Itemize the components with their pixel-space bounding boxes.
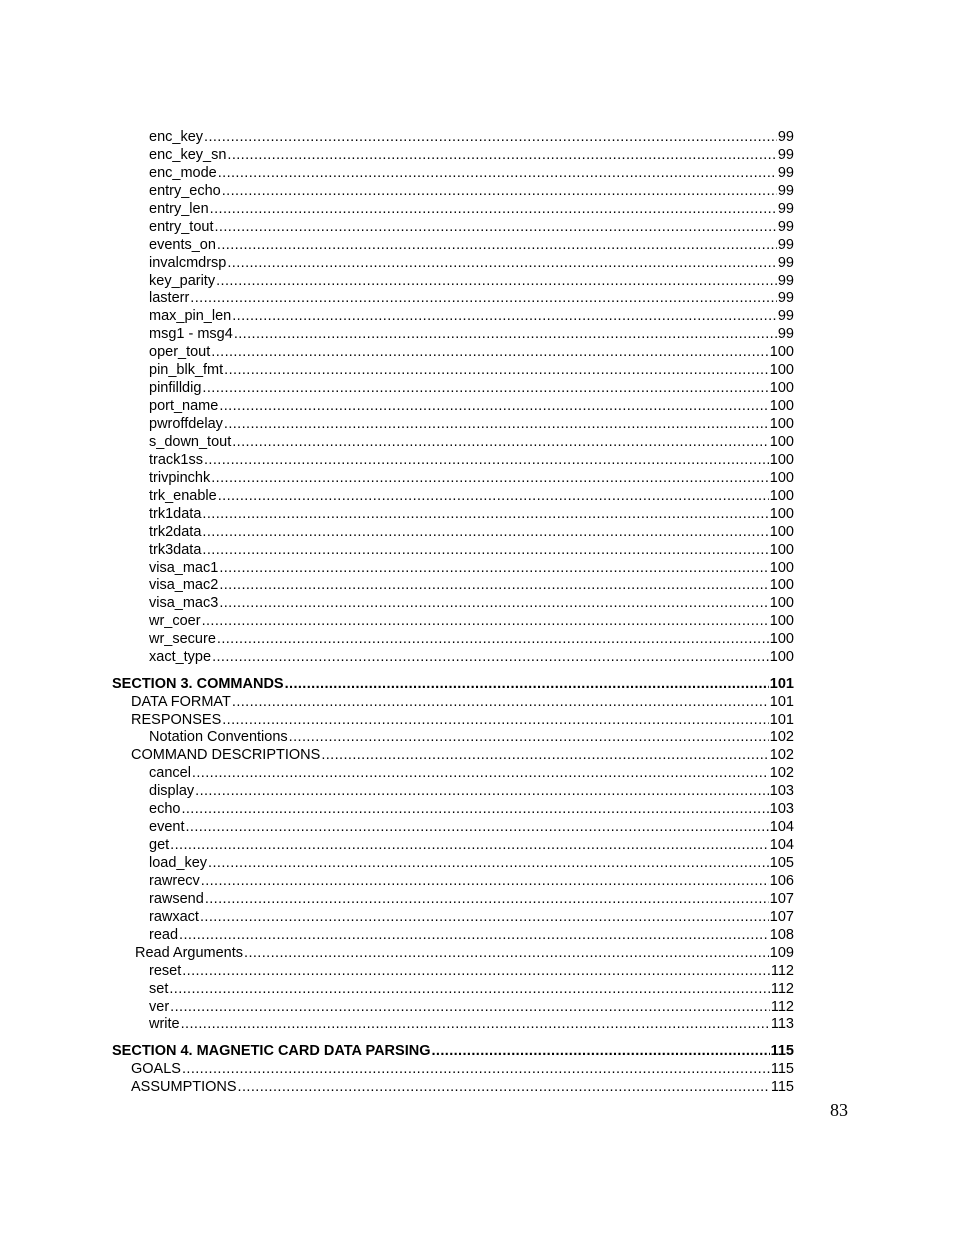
dot-leader: [232, 308, 777, 326]
toc-entry-label: enc_key_sn: [149, 146, 227, 163]
toc-entry-label: wr_coer: [149, 613, 201, 630]
toc-entry-page: 100: [769, 380, 794, 397]
toc-entry-page: 101: [769, 711, 794, 728]
toc-entry-label: rawxact: [149, 908, 199, 925]
toc-entry-label: max_pin_len: [149, 308, 232, 325]
toc-entry-page: 107: [769, 908, 794, 925]
dot-leader: [179, 927, 769, 945]
toc-entry-label: rawsend: [149, 890, 204, 907]
dot-leader: [232, 694, 769, 712]
dot-leader: [195, 783, 769, 801]
toc-entry-label: visa_mac1: [149, 559, 219, 576]
dot-leader: [227, 255, 777, 273]
toc-entry-label: SECTION 4. MAGNETIC CARD DATA PARSING: [112, 1042, 431, 1059]
toc-entry-label: pwroffdelay: [149, 416, 223, 432]
toc-entry[interactable]: [112, 326, 794, 344]
toc-entry-page: 100: [769, 416, 794, 432]
dot-leader: [219, 595, 768, 613]
toc-entry-label: echo: [149, 801, 181, 818]
dot-leader: [182, 1061, 770, 1079]
toc-entry[interactable]: [112, 613, 794, 631]
dot-leader: [202, 542, 768, 560]
dot-leader: [202, 380, 768, 398]
toc-entry-page: 100: [769, 505, 794, 522]
toc-entry-page: 99: [777, 308, 794, 325]
toc-entry-page: 99: [777, 146, 794, 163]
toc-entry-label: ASSUMPTIONS: [131, 1078, 237, 1095]
toc-entry-label: COMMAND DESCRIPTIONS: [131, 747, 321, 764]
toc-entry-label: DATA FORMAT: [131, 693, 231, 710]
toc-entry[interactable]: [112, 362, 794, 380]
dot-leader: [224, 416, 769, 434]
dot-leader: [170, 999, 770, 1017]
toc-entry-label: port_name: [149, 398, 219, 415]
toc-entry-label: lasterr: [149, 290, 190, 307]
toc-entry-page: 100: [769, 451, 794, 468]
toc-entry-page: 115: [770, 1042, 794, 1059]
toc-section-heading[interactable]: [112, 676, 794, 694]
dot-leader: [224, 362, 769, 380]
toc-entry[interactable]: [112, 219, 794, 237]
dot-leader: [219, 577, 768, 595]
dot-leader: [182, 963, 770, 981]
toc-entry-label: visa_mac2: [149, 577, 219, 594]
toc-entry-page: 100: [769, 649, 794, 666]
toc-entry-label: load_key: [149, 855, 208, 871]
toc-entry[interactable]: [112, 165, 794, 183]
toc-entry[interactable]: [112, 747, 794, 765]
toc-entry[interactable]: [112, 1079, 794, 1097]
toc-entry-label: event: [149, 819, 185, 836]
dot-leader: [210, 201, 777, 219]
toc-entry[interactable]: [112, 434, 794, 452]
toc-entry[interactable]: [112, 783, 794, 801]
toc-entry[interactable]: [112, 344, 794, 362]
toc-entry-page: 99: [777, 290, 794, 307]
dot-leader: [217, 237, 777, 255]
page-number: 83: [830, 1100, 848, 1120]
toc-entry[interactable]: [112, 488, 794, 506]
toc-entry-label: trk1data: [149, 505, 202, 522]
toc-entry[interactable]: [112, 273, 794, 291]
dot-leader: [181, 1016, 770, 1034]
toc-entry[interactable]: [112, 147, 794, 165]
toc-entry-label: wr_secure: [149, 631, 216, 648]
toc-entry-page: 99: [777, 218, 794, 235]
toc-entry-label: entry_tout: [149, 218, 214, 235]
dot-leader: [219, 560, 768, 578]
toc-entry-page: 99: [777, 182, 794, 199]
toc-entry-label: cancel: [149, 765, 191, 782]
toc-entry-label: Read Arguments: [135, 944, 244, 961]
toc-entry[interactable]: [112, 542, 794, 560]
dot-leader: [190, 290, 777, 308]
toc-entry[interactable]: [112, 927, 794, 945]
dot-leader: [222, 712, 769, 730]
table-of-contents: [112, 129, 794, 1097]
toc-entry[interactable]: [112, 255, 794, 273]
toc-entry-page: 102: [769, 765, 794, 782]
toc-entry[interactable]: [112, 649, 794, 667]
dot-leader: [321, 747, 768, 765]
dot-leader: [218, 165, 777, 183]
toc-entry-page: 100: [769, 577, 794, 594]
dot-leader: [202, 506, 768, 524]
dot-leader: [219, 398, 768, 416]
toc-entry-page: 100: [769, 487, 794, 504]
toc-entry-label: trk2data: [149, 523, 202, 540]
toc-entry-label: trk3data: [149, 541, 202, 558]
dot-leader: [217, 631, 769, 649]
dot-leader: [289, 729, 769, 747]
dot-leader: [285, 676, 769, 694]
toc-entry-page: 112: [770, 998, 794, 1015]
toc-entry-label: xact_type: [149, 649, 212, 666]
toc-entry-page: 113: [770, 1016, 794, 1033]
dot-leader: [185, 819, 768, 837]
toc-entry-page: 100: [769, 469, 794, 486]
toc-entry-page: 107: [769, 890, 794, 907]
toc-entry-label: SECTION 3. COMMANDS: [112, 675, 284, 692]
toc-entry-page: 105: [769, 855, 794, 871]
toc-entry-label: RESPONSES: [131, 711, 222, 728]
toc-entry[interactable]: [112, 855, 794, 873]
toc-entry[interactable]: [112, 909, 794, 927]
toc-entry[interactable]: [112, 1016, 794, 1034]
toc-entry[interactable]: [112, 524, 794, 542]
toc-entry[interactable]: [112, 819, 794, 837]
toc-entry[interactable]: [112, 631, 794, 649]
dot-leader: [222, 183, 777, 201]
toc-entry[interactable]: [112, 416, 794, 434]
toc-entry[interactable]: [112, 398, 794, 416]
toc-entry-label: get: [149, 837, 170, 854]
toc-entry[interactable]: [112, 999, 794, 1017]
toc-entry[interactable]: [112, 577, 794, 595]
toc-entry[interactable]: [112, 765, 794, 783]
toc-entry[interactable]: [112, 452, 794, 470]
dot-leader: [431, 1043, 769, 1061]
toc-entry-page: 99: [777, 236, 794, 253]
toc-entry-label: key_parity: [149, 272, 216, 289]
dot-leader: [204, 129, 777, 147]
dot-leader: [204, 452, 769, 470]
toc-entry[interactable]: [112, 129, 794, 147]
toc-entry-label: oper_tout: [149, 344, 211, 361]
dot-leader: [215, 219, 777, 237]
dot-leader: [218, 488, 769, 506]
toc-entry[interactable]: [112, 470, 794, 488]
toc-entry-label: set: [149, 980, 169, 997]
toc-entry-page: 99: [777, 200, 794, 217]
toc-entry[interactable]: [112, 595, 794, 613]
toc-entry[interactable]: [112, 237, 794, 255]
toc-entry-page: 99: [777, 254, 794, 271]
toc-entry[interactable]: [112, 183, 794, 201]
toc-entry-page: 100: [769, 541, 794, 558]
toc-entry-label: track1ss: [149, 451, 203, 468]
toc-entry-page: 100: [769, 559, 794, 576]
toc-entry-label: rawrecv: [149, 872, 200, 889]
dot-leader: [234, 326, 777, 344]
toc-entry-page: 112: [770, 962, 794, 979]
dot-leader: [181, 801, 768, 819]
toc-entry-page: 115: [770, 1078, 794, 1095]
toc-entry-page: 112: [770, 980, 794, 997]
toc-entry-label: entry_echo: [149, 182, 221, 199]
dot-leader: [227, 147, 776, 165]
toc-entry-label: read: [149, 926, 179, 943]
dot-leader: [211, 470, 769, 488]
toc-entry-page: 104: [769, 837, 794, 854]
toc-entry-page: 99: [777, 326, 794, 343]
dot-leader: [170, 837, 769, 855]
toc-entry-label: display: [149, 783, 195, 800]
toc-entry-label: trk_enable: [149, 487, 217, 504]
toc-entry-page: 115: [770, 1060, 794, 1077]
toc-entry[interactable]: [112, 694, 794, 712]
toc-entry-page: 100: [769, 344, 794, 361]
toc-entry[interactable]: [112, 712, 794, 730]
toc-entry-page: 103: [769, 783, 794, 800]
toc-entry[interactable]: [112, 560, 794, 578]
dot-leader: [205, 891, 769, 909]
dot-leader: [169, 981, 770, 999]
toc-entry[interactable]: [112, 201, 794, 219]
dot-leader: [202, 524, 768, 542]
toc-entry-page: 99: [777, 164, 794, 181]
toc-entry-label: invalcmdrsp: [149, 254, 227, 271]
toc-entry-page: 100: [769, 595, 794, 612]
toc-entry[interactable]: [112, 801, 794, 819]
toc-entry-label: s_down_tout: [149, 433, 232, 450]
toc-entry[interactable]: [112, 873, 794, 891]
toc-entry-label: enc_mode: [149, 164, 217, 181]
toc-entry[interactable]: [112, 1061, 794, 1079]
toc-entry-label: entry_len: [149, 200, 209, 217]
toc-entry-page: 104: [769, 819, 794, 836]
toc-entry-label: pin_blk_fmt: [149, 362, 224, 379]
toc-entry-page: 102: [769, 747, 794, 764]
toc-entry-page: 101: [769, 675, 794, 692]
toc-entry-label: Notation Conventions: [149, 729, 288, 746]
toc-entry[interactable]: [112, 729, 794, 747]
toc-entry-page: 108: [769, 926, 794, 943]
toc-entry-label: write: [149, 1016, 180, 1033]
dot-leader: [211, 344, 769, 362]
dot-leader: [192, 765, 769, 783]
dot-leader: [208, 855, 769, 873]
dot-leader: [200, 909, 769, 927]
toc-entry[interactable]: [112, 308, 794, 326]
toc-entry-label: trivpinchk: [149, 469, 211, 486]
toc-entry-page: 100: [769, 398, 794, 415]
toc-entry-page: 99: [777, 272, 794, 289]
toc-entry-label: msg1 - msg4: [149, 326, 233, 343]
toc-entry-label: visa_mac3: [149, 595, 219, 612]
toc-entry[interactable]: [112, 506, 794, 524]
dot-leader: [244, 945, 769, 963]
toc-entry-label: pinfilldig: [149, 380, 202, 397]
toc-entry-page: 102: [769, 729, 794, 746]
toc-entry-page: 100: [769, 613, 794, 630]
toc-entry-page: 99: [777, 129, 794, 145]
toc-entry-label: GOALS: [131, 1060, 181, 1077]
toc-entry[interactable]: [112, 963, 794, 981]
toc-entry-page: 109: [769, 944, 794, 961]
toc-entry-page: 103: [769, 801, 794, 818]
toc-entry-label: ver: [149, 998, 170, 1015]
toc-entry-page: 100: [769, 362, 794, 379]
dot-leader: [238, 1079, 770, 1097]
toc-entry-label: events_on: [149, 236, 216, 253]
toc-entry-page: 100: [769, 433, 794, 450]
toc-entry[interactable]: [112, 945, 794, 963]
toc-entry-page: 100: [769, 631, 794, 648]
dot-leader: [212, 649, 769, 667]
toc-entry[interactable]: [112, 981, 794, 999]
toc-entry-label: enc_key: [149, 129, 204, 145]
dot-leader: [232, 434, 769, 452]
toc-entry[interactable]: [112, 891, 794, 909]
toc-section-heading[interactable]: [112, 1043, 794, 1061]
toc-entry-page: 101: [769, 693, 794, 710]
toc-entry-page: 106: [769, 872, 794, 889]
dot-leader: [216, 273, 777, 291]
dot-leader: [202, 613, 769, 631]
toc-entry-page: 100: [769, 523, 794, 540]
toc-entry-label: reset: [149, 962, 182, 979]
toc-entry[interactable]: [112, 837, 794, 855]
toc-entry[interactable]: [112, 290, 794, 308]
toc-entry[interactable]: [112, 380, 794, 398]
dot-leader: [201, 873, 769, 891]
